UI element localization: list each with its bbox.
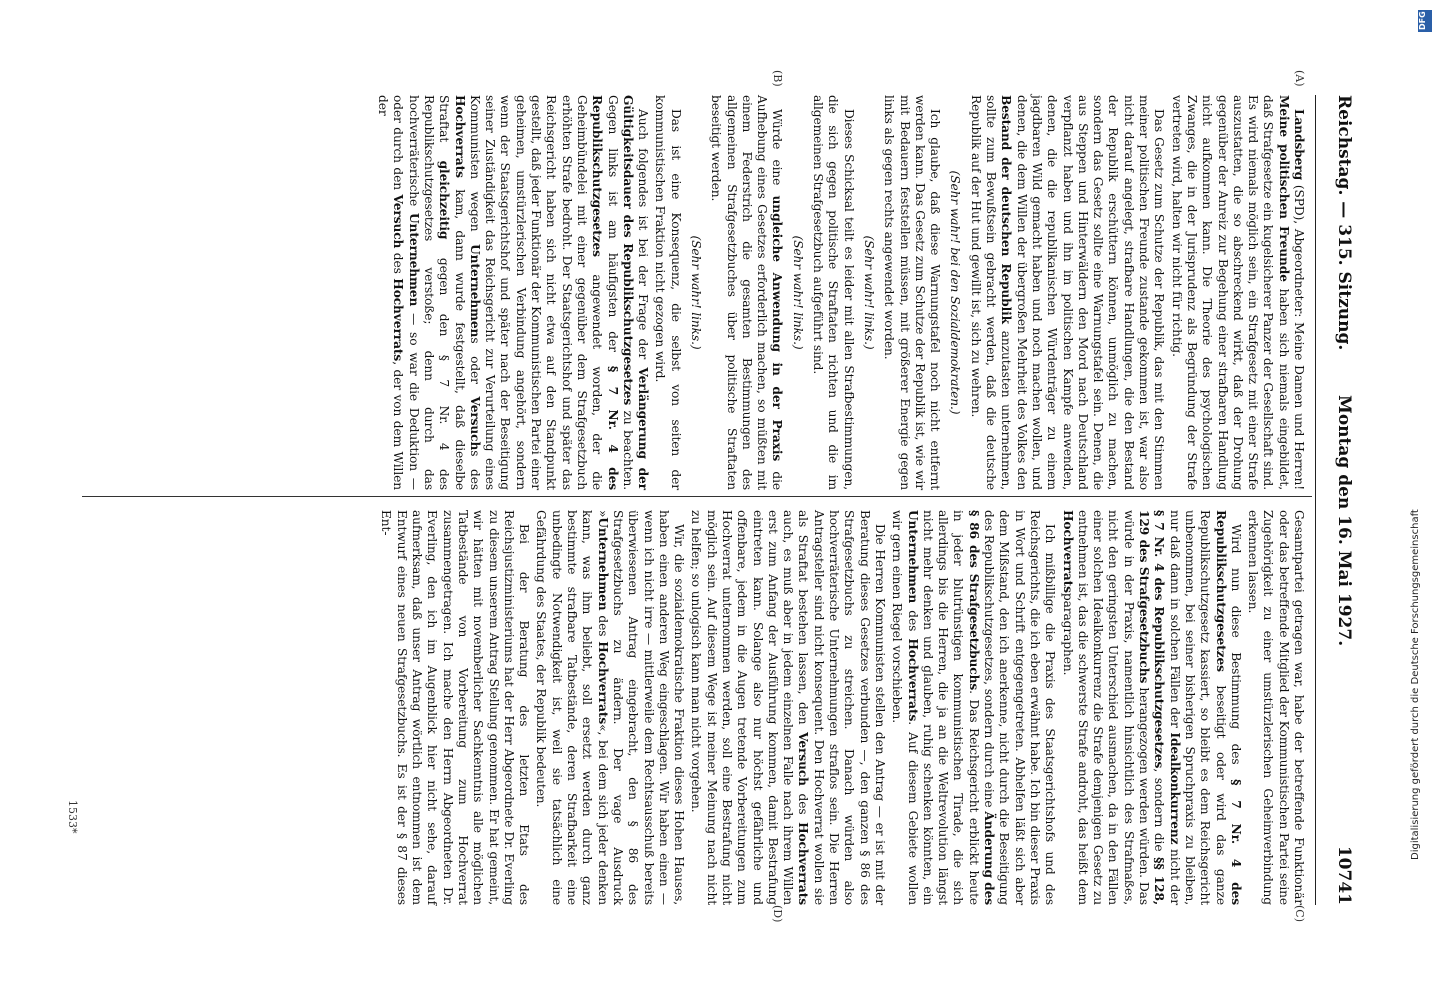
body-paragraph: Ich glaube, daß diese Warnungstafel noch nicht entfernt werden kann. Das Gesetz zum Schutze der Republik ist, wie wir mit Bedauern feststellen müssen, mit größerer Energie gegen links als gegen rechts angewendet worden. <box>882 95 943 490</box>
body-paragraph: Bei der Beratung des letzten Etats des Reichsjustizministeriums hat der Herr Abgeordnete Dr. Everling zu diesem unserem Antrag Stellung genommen. Er hat gemeint, wir hätten mit novemberlicher Sachkenntnis alle möglichen Tatbestände von Vorbereitung zum Hochverrat zusammengetragen. Ich mache den Herrn Abgeordneten Dr. Everling, den ich im Augenblick hier nicht sehe, darauf aufmerksam, daß unser Antrag wörtlich entnommen ist dem Entwurf eines neuen Strafgesetzbuchs. Es ist der § 87 dieses Ent- <box>379 510 532 905</box>
header-left: Reichstag. — 315. Sitzung. <box>1334 95 1354 351</box>
speaker-name: Landsberg <box>1292 109 1306 181</box>
side-strip <box>1406 0 1434 1000</box>
body-paragraph: Ich mißbillige die Praxis des Staatsgerichtshofs und des Reichsgerichts, die ich eben erwähnt habe. Ich bin dieser Praxis in Wort und Schrift entgegengetreten. Abhelfen läßt sich aber dem Mißstand, den ich anerkenne, nicht durch die Beseitigung des Republikschutzgesetzes, sondern durch eine Änderung des § 86 des Strafgesetzbuchs. Das Reichsgericht erblickt heute in jeder blutrünstigen kommunistischen Tirade, die sich allerdings bis die Herren, die ja an die Weltrevolution längst nicht mehr denken und glauben, ruhig schenken könnten, ein Unternehmen des Hochverrats. Auf diesem Gebiete wollen wir gern einen Riegel vorschieben. <box>890 510 1058 905</box>
header-date: Montag den 16. Mai 1927. <box>1334 395 1354 647</box>
margin-mark-d: (D) <box>771 905 784 923</box>
right-column <box>376 510 1306 905</box>
body-paragraph: Auch folgendes ist bei der Frage der Verlängerung der Gültigkeitsdauer des Republikschutzgesetzes zu beachten. Gegen links ist am häufigsten der § 7 Nr. 4 des Republikschutzgesetzes angewendet worden, der die Geheimbündelei mit einer gegenüber dem Strafgesetzbuch erhöhten Strafe bedroht. Der Staatsgerichtshof und später das Reichsgericht haben sich nicht etwa auf den Standpunkt gestellt, daß jeder Funktionär der Kommunistischen Partei einer geheimen, umstürzlerischen Verbindung angehört, sondern wenn der Staatsgerichtshof und später nach der Beseitigung seiner Zuständigkeit das Reichsgericht zur Verurteilung eines Kommunisten wegen Unternehmens oder Versuchs des Hochverrats kam, dann wurde festgestellt, daß dieselbe Straftat gleichzeitig gegen den § 7 Nr. 4 des Republikschutzgesetzes verstoße; denn durch das hochverräterische Unternehmen — so war die Deduktion — oder durch den Versuch des Hochverrats, der von dem Willen der <box>376 95 651 491</box>
body-paragraph: Wird nun diese Bestimmung des § 7 Nr. 4 des Republikschutzgesetzes beseitigt oder wird das ganze Republikschutzgesetz kassiert, so bleibt es dem Reichsgericht unbenommen, bei seiner bisherigen Spruchpraxis zu bleiben, nur daß dann in solchen Fällen der Idealkonkurrenz nicht der § 7 Nr. 4 des Republikschutzgesetzes, sondern die §§ 128, 129 des Strafgesetzbuchs herangezogen werden würden. Das würde in der Praxis, namentlich hinsichtlich des Strafmaßes, nicht den geringsten Unterschied ausmachen, da in den Fällen einer solchen Idealkonkurrenz die Strafe demjenigen Gesetz zu entnehmen ist, das die schwerste Strafe androht, das heißt dem Hochverratsparagraphen. <box>1060 510 1243 906</box>
margin-mark-c: (C) <box>1293 905 1306 922</box>
margin-mark-b: (B) <box>771 70 784 87</box>
printer-signature: 1533* <box>66 800 79 834</box>
body-paragraph: Die Herren Kommunisten stellen den Antrag — er ist mit der Beratung dieses Gesetzes verbunden —, den ganzen § 86 des Strafgesetzbuchs zu streichen. Danach würden also hochverräterische Unternehmungen straflos sein. Die Herren Antragsteller sind nicht konsequent. Den Hochverrat wollen sie als Straftat bestehen lassen, den Versuch des Hochverrats auch, es muß aber in jedem einzelnen Falle nach ihrem Willen erst zum Anfang der Ausführung kommen, damit Bestrafung eintreten kann. Solange also nur höchst gefährliche und offenbare, jedem in die Augen tretende Vorbereitungen zum Hochverrat unternommen werden, soll eine Bestrafung nicht möglich sein. Auf diesem Wege ist meiner Meinung nach nicht zu helfen; so unlogisch kann man nicht vorgehen. <box>689 510 887 905</box>
interjection: (Sehr wahr! links.) <box>861 235 876 350</box>
body-paragraph: Wir, die sozialdemokratische Fraktion dieses Hohen Hauses, haben einen anderen Weg eingeschlagen. Wir haben einen — wenn ich nicht irre — mittlerweile dem Rechtsausschuß bereits überwiesenen Antrag eingebracht, den § 86 des Strafgesetzbuchs zu ändern. Der vage Ausdruck »Unternehmen des Hochverrats«, bei dem sich jeder denken kann, was ihm beliebt, soll ersetzt werden durch ganz bestimmte strafbare Tatbestände, deren Strafbarkeit eine unbedingte Notwendigkeit ist, weil sie tatsächlich eine Gefährdung des Staates, der Republik bedeuten. <box>534 510 687 905</box>
body-paragraph: Dieses Schicksal teilt es leider mit allen Strafbestimmungen, die sich gegen politische Straftaten richten und die im allgemeinen Strafgesetzbuch aufgeführt sind. <box>811 95 856 490</box>
body-paragraph: Das Gesetz zum Schutze der Republik, das mit den Stimmen meiner politischen Freunde zustande gekommen ist, war also nicht darauf angelegt, strafbare Handlungen, die den Bestand der Republik erschüttern können, unmöglich zu machen, sondern das Gesetz sollte eine Warnungstafel sein. Denen, die aus Steppen und Hinterwäldern den Mord nach Deutschland verpflanzt haben und ihn im politischen Kampfe anwenden, denen, die die republikanischen Würdenträger zu einem jagdbaren Wild gemacht haben und noch machen wollen, und denen, die dem Willen der übergroßen Mehrheit des Volkes den Bestand der deutschen Republik anzutasten unternehmen, sollte zum Bewußtsein gebracht werden, daß die deutsche Republik auf der Hut und gewillt ist, sich zu wehren. <box>968 95 1167 490</box>
speaker-paragraph: Landsberg (SPD), Abgeordneter: Meine Damen und Herren! Meine politischen Freunde haben sich niemals eingebildet, daß Strafgesetze ein kugelsicherer Panzer der Gesellschaft sind. Es wird niemals möglich sein, ein Strafgesetz mit einer Strafe auszustatten, die so abschreckend wirkt, daß der Drohung gegenüber der Anreiz zur Begehung einer strafbaren Handlung nicht aufkommen kann. Die Theorie des psychologischen Zwanges, die in der Jurisprudenz als Begründung der Strafe vertreten wird, halten wir nicht für richtig. <box>1169 95 1306 490</box>
body-paragraph: Gesamtpartei getragen war, habe der betreffende Funktionär oder das betreffende Mitglied der Kommunistischen Partei seine Zugehörigkeit zu einer umstürzlerischen Geheimverbindung erkennen lassen. <box>1246 510 1306 905</box>
left-column <box>373 95 1306 490</box>
body-paragraph: Würde eine ungleiche Anwendung in der Praxis die Aufhebung eines Gesetzes erforderlich machen, so müßten mit einem Federstrich die gesamten Bestimmungen des allgemeinen Strafgesetzbuches über politische Straftaten beseitigt werden. <box>709 95 785 491</box>
interjection: (Sehr wahr! links.) <box>790 235 805 350</box>
interjection: (Sehr wahr! links.) <box>689 235 704 350</box>
column-divider <box>82 496 1312 497</box>
digitization-note: Digitalisierung gefördert durch die Deutsche Forschungsgemeinschaft <box>1410 509 1421 860</box>
running-header <box>1324 95 1354 905</box>
interjection: (Sehr wahr! bei den Sozialdemokraten.) <box>948 170 963 415</box>
page-number: 10741 <box>1334 845 1354 905</box>
dfg-logo: DFG <box>1418 10 1432 32</box>
body-paragraph: Das ist eine Konsequenz, die selbst von seiten der kommunistischen Fraktion nicht gezogen wird. <box>653 95 683 490</box>
header-rule <box>1315 95 1316 905</box>
margin-mark-a: (A) <box>1293 70 1306 87</box>
